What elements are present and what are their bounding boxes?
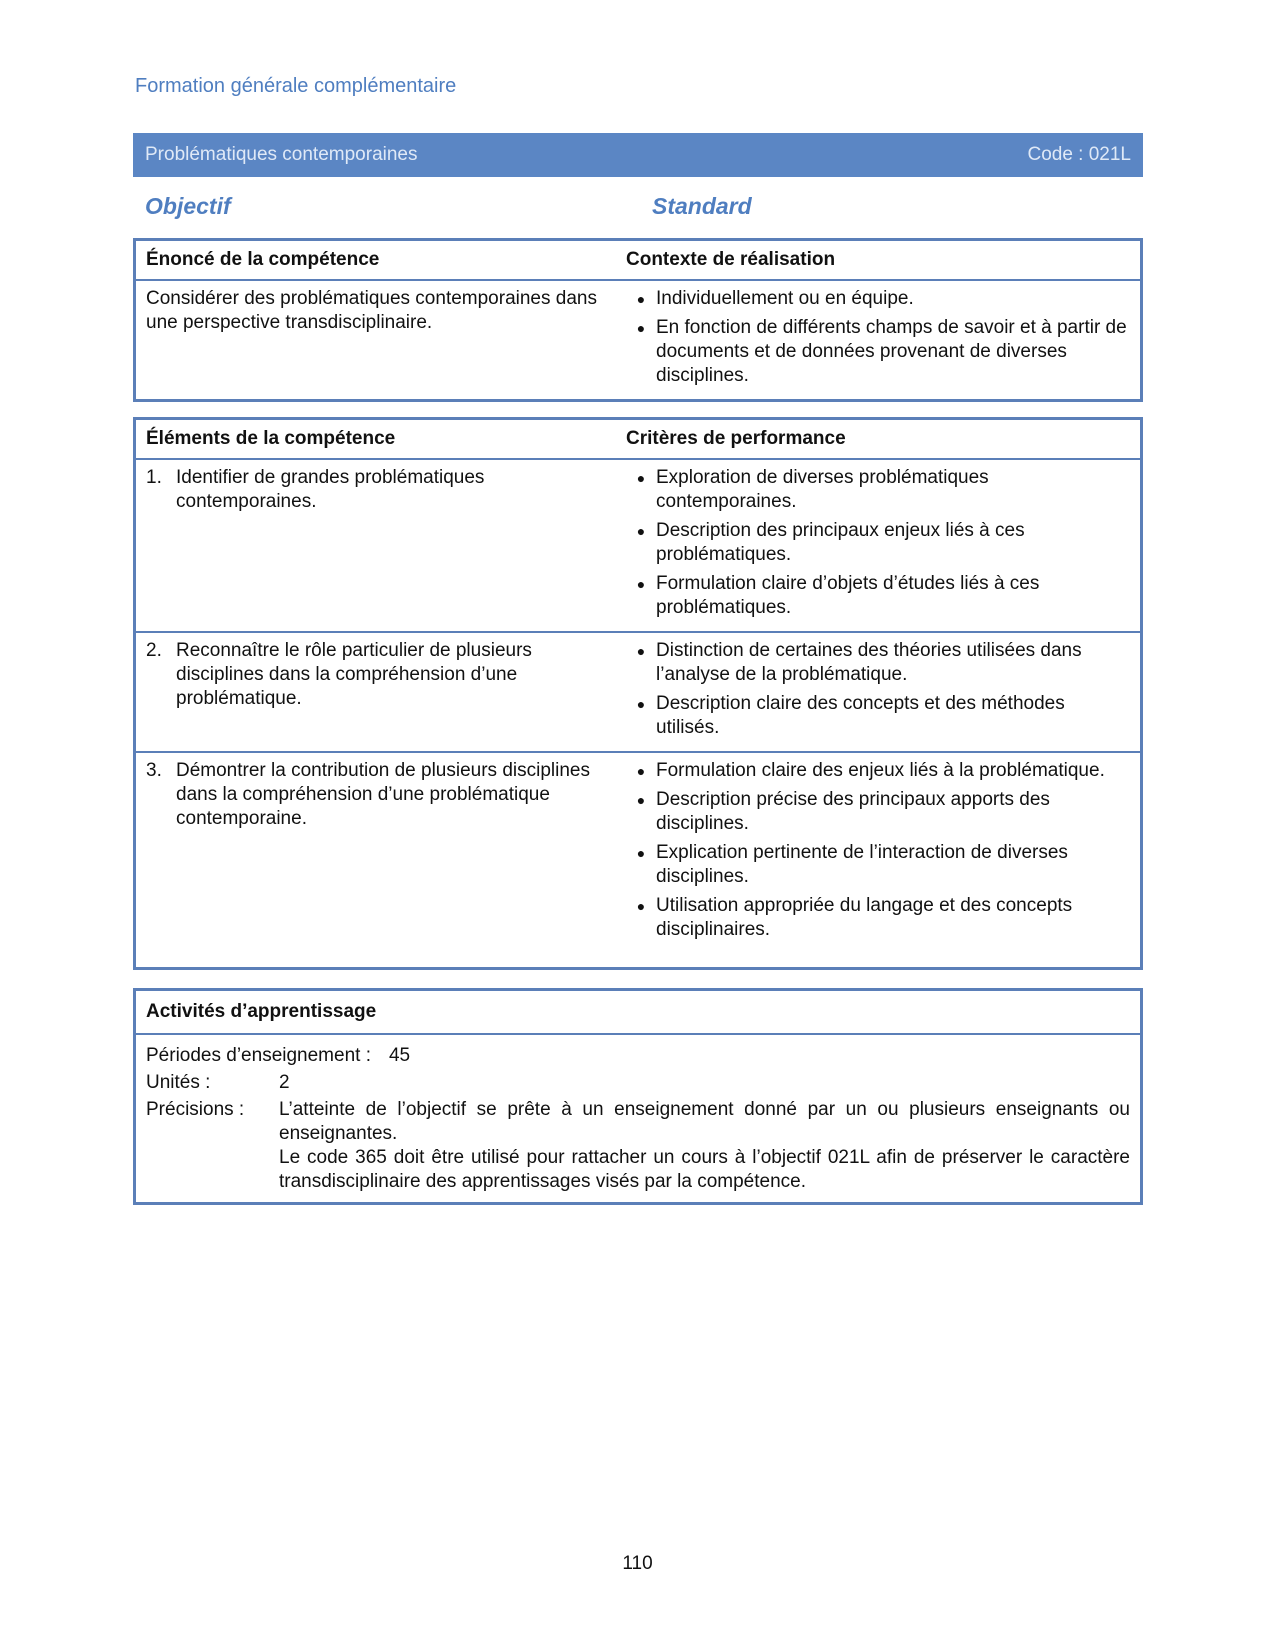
criteria-list (626, 639, 1130, 740)
context-list (626, 287, 1130, 388)
criteria-item: ● Distinction de certaines des théories utilisées dans l’analyse de la problématique. (626, 639, 1130, 687)
precisions-label: Précisions : (146, 1099, 245, 1120)
activities-title: Activités d’apprentissage (136, 991, 1140, 1035)
page-header: Formation générale complémentaire (135, 75, 457, 97)
bullet-icon: ● (636, 792, 646, 808)
bullet-icon: ● (636, 291, 646, 307)
criteria-list (626, 466, 1130, 620)
element-item: 1. Identifier de grandes problématiques contemporaines. (146, 467, 485, 512)
bullet-icon: ● (636, 523, 646, 539)
criteria-item: ● Formulation claire des enjeux liés à la problématique. (626, 759, 1130, 783)
competence-body-row (136, 279, 1140, 399)
bullet-icon: ● (636, 763, 646, 779)
bullet-icon: ● (636, 470, 646, 486)
units-row (146, 1071, 1130, 1095)
criteria-item: ● Formulation claire d’objets d’études liés à ces problématiques. (626, 572, 1130, 620)
competence-header-left: Énoncé de la compétence (146, 249, 380, 270)
bullet-icon: ● (636, 845, 646, 861)
context-item: ● Individuellement ou en équipe. (626, 287, 1130, 311)
competence-statement: Considérer des problématiques contemporaines dans une perspective transdisciplinaire. (146, 288, 597, 333)
course-title-bar (133, 133, 1143, 177)
elements-header-left: Éléments de la compétence (146, 428, 396, 449)
criteria-item: ● Explication pertinente de l’interaction de diverses disciplines. (626, 841, 1130, 889)
units-label: Unités : (146, 1072, 211, 1093)
precisions-text-2: Le code 365 doit être utilisé pour rattacher un cours à l’objectif 021L afin de préserver le caractère transdisciplinaire des apprentissages visés par la compétence. (279, 1147, 1130, 1192)
page-number: 110 (622, 1553, 653, 1574)
standard-heading: Standard (652, 193, 752, 219)
bullet-icon: ● (636, 576, 646, 592)
units-value: 2 (279, 1072, 290, 1093)
elements-header-row (136, 420, 1140, 458)
criteria-item: ● Utilisation appropriée du langage et des concepts disciplinaires. (626, 894, 1130, 942)
bullet-icon: ● (636, 898, 646, 914)
element-item: 2. Reconnaître le rôle particulier de plusieurs disciplines dans la compréhension d’une problématique. (146, 640, 532, 709)
bullet-icon: ● (636, 643, 646, 659)
element-item: 3. Démontrer la contribution de plusieurs disciplines dans la compréhension d’une problématique contemporaine. (146, 760, 590, 829)
periods-value: 45 (388, 1045, 411, 1066)
bullet-icon: ● (636, 696, 646, 712)
criteria-list (626, 759, 1130, 942)
element-row (136, 458, 1140, 631)
competence-header-row (136, 241, 1140, 279)
element-row (136, 631, 1140, 751)
criteria-item: ● Exploration de diverses problématiques contemporaines. (626, 466, 1130, 514)
elements-table (133, 417, 1143, 970)
criteria-item: ● Description des principaux enjeux liés à ces problématiques. (626, 519, 1130, 567)
bullet-icon: ● (636, 320, 646, 336)
activities-box (133, 988, 1143, 1205)
elements-header-right: Critères de performance (626, 428, 846, 449)
context-item: ● En fonction de différents champs de savoir et à partir de documents et de données provenant de diverses disciplines. (626, 316, 1130, 388)
precisions-row (146, 1098, 1130, 1194)
criteria-item: ● Description claire des concepts et des méthodes utilisés. (626, 692, 1130, 740)
course-code: Code : 021L (1027, 144, 1131, 165)
objectif-heading: Objectif (145, 193, 231, 219)
periods-row (146, 1044, 1130, 1068)
precisions-text-1: L’atteinte de l’objectif se prête à un enseignement donné par un ou plusieurs enseignants ou enseignantes. (279, 1099, 1130, 1144)
criteria-item: ● Description précise des principaux apports des disciplines. (626, 788, 1130, 836)
competence-header-right: Contexte de réalisation (626, 249, 836, 270)
competence-table (133, 238, 1143, 402)
periods-label: Périodes d’enseignement : (146, 1045, 371, 1066)
course-title: Problématiques contemporaines (145, 144, 418, 165)
element-row (136, 751, 1140, 967)
